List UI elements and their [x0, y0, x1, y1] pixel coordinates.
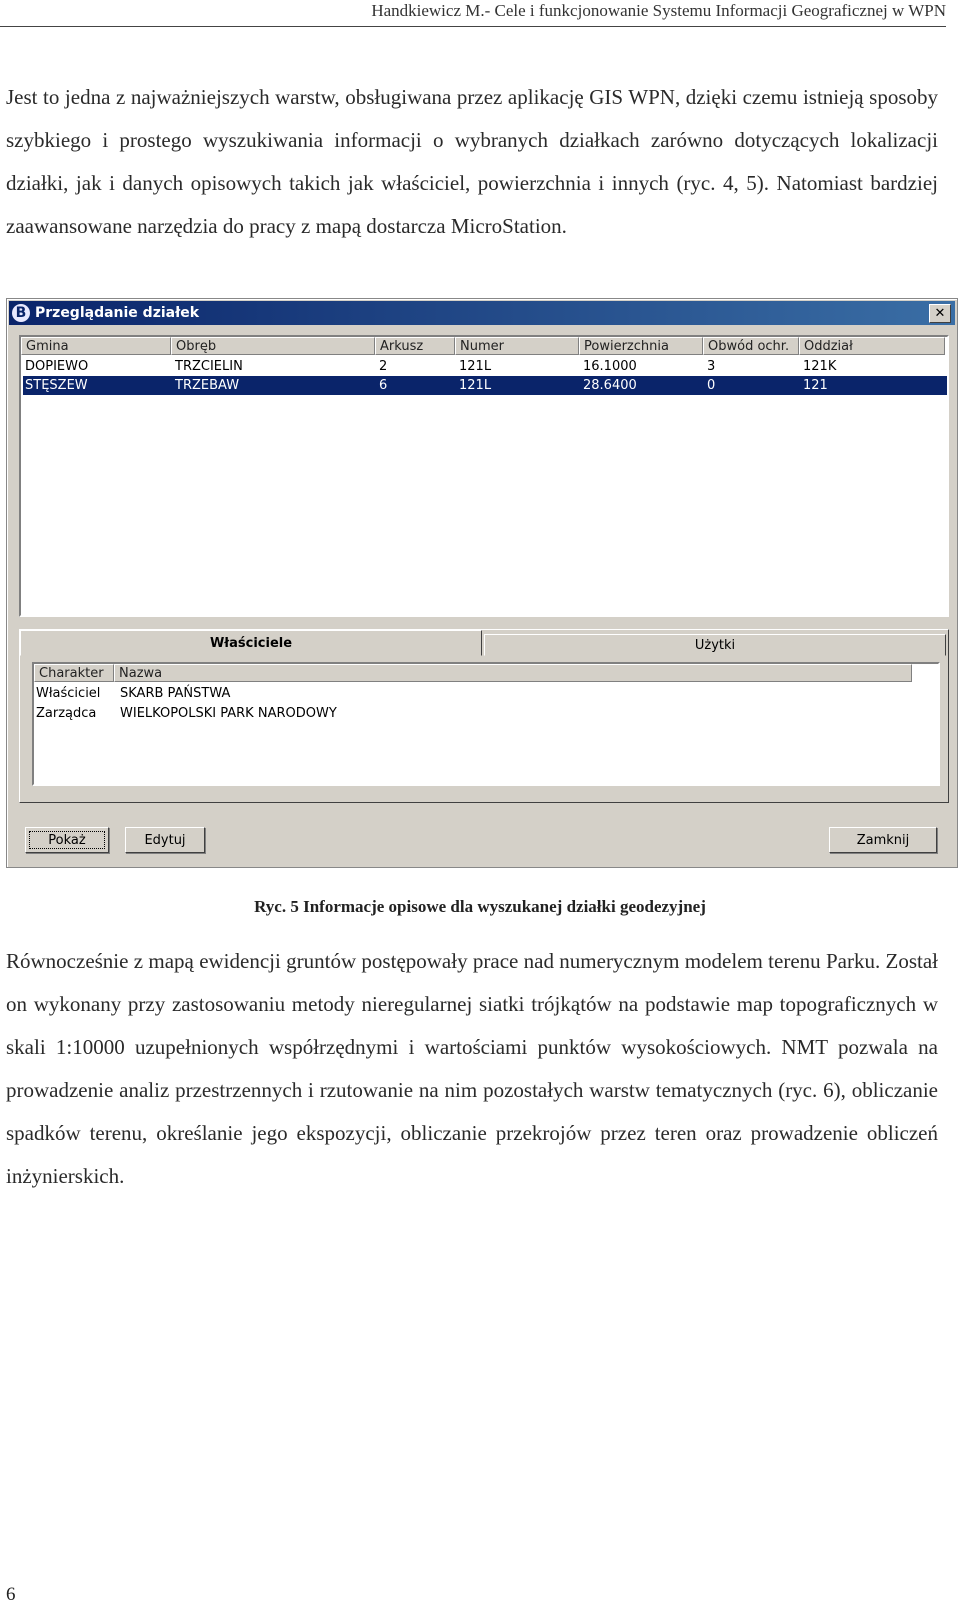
owner-name: SKARB PAŃSTWA [120, 686, 231, 701]
column-header-arkusz[interactable]: Arkusz [375, 337, 455, 355]
figure-caption: Ryc. 5 Informacje opisowe dla wyszukanej działki geodezyjnej [254, 897, 706, 916]
cell-obreb: TRZEBAW [175, 378, 240, 393]
cell-powierzchnia: 28.6400 [583, 378, 637, 393]
cell-arkusz: 6 [379, 378, 388, 393]
show-button[interactable]: Pokaż [25, 827, 109, 853]
dialog-title: Przeglądanie działek [35, 305, 200, 321]
app-icon: B [12, 304, 30, 322]
parcel-table-header [21, 337, 947, 357]
paragraph-dtm: Równocześnie z mapą ewidencji gruntów postępowały prace nad numerycznym modelem terenu Parku. Został on wykonany przy zastosowaniu metody nieregularnej siatki trójkątów na podstawie map topograficznych w skali 1:10000 uzupełnionych współrzędnymi i wartościami punktów wysokościowych. NMT pozwala na prowadzenie analiz przestrzennych i rzutowanie na nim pozostałych warstw tematycznych (ryc. 6), obliczanie spadków terenu, określanie jego ekspozycji, obliczanie przekrojów przez teren oraz prowadzenie obliczeń inżynierskich. [6, 949, 938, 1188]
owner-role: Zarządca [36, 706, 97, 721]
table-row[interactable] [23, 357, 947, 376]
parcel-browser-dialog [6, 298, 958, 868]
column-header-powierzchnia[interactable]: Powierzchnia [579, 337, 703, 355]
cell-obwod: 0 [707, 378, 716, 393]
cell-gmina: DOPIEWO [25, 359, 89, 374]
parcel-table[interactable] [19, 335, 949, 617]
details-tab-panel [19, 629, 949, 803]
list-item[interactable] [36, 684, 938, 704]
tab-owners[interactable]: Właściciele [20, 630, 482, 656]
running-header: Handkiewicz M.- Cele i funkcjonowanie Systemu Informacji Geograficznej w WPN [0, 0, 946, 27]
cell-numer: 121L [459, 378, 492, 393]
cell-oddzial: 121 [803, 378, 828, 393]
cell-gmina: STĘSZEW [25, 378, 88, 393]
edit-button[interactable]: Edytuj [125, 827, 205, 853]
column-header-oddzial[interactable]: Oddział [799, 337, 945, 355]
column-header-charakter[interactable]: Charakter [34, 664, 114, 682]
cell-obreb: TRZCIELIN [175, 359, 243, 374]
owner-role: Właściciel [36, 686, 101, 701]
table-row-selected[interactable] [23, 376, 947, 395]
tab-land-uses[interactable]: Użytki [484, 634, 946, 656]
cell-powierzchnia: 16.1000 [583, 359, 637, 374]
column-header-nazwa[interactable]: Nazwa [114, 664, 912, 682]
cell-oddzial: 121K [803, 359, 837, 374]
list-item[interactable] [36, 704, 938, 724]
owners-list-header [34, 664, 938, 684]
cell-arkusz: 2 [379, 359, 388, 374]
page-number: 6 [6, 1584, 16, 1605]
column-header-numer[interactable]: Numer [455, 337, 579, 355]
cell-obwod: 3 [707, 359, 716, 374]
cell-numer: 121L [459, 359, 492, 374]
owners-list[interactable] [32, 662, 940, 786]
paragraph-intro: Jest to jedna z najważniejszych warstw, obsługiwana przez aplikację GIS WPN, dzięki czemu istnieją sposoby szybkiego i prostego wyszukiwania informacji o wybranych działkach zarówno dotyczących lokalizacji działki, jak i danych opisowych takich jak właściciel, powierzchnia i innych (ryc. 4, 5). Natomiast bardziej zaawansowane narzędzia do pracy z mapą dostarcza MicroStation. [6, 85, 938, 238]
close-button[interactable]: Zamknij [829, 827, 937, 853]
close-icon[interactable]: ✕ [929, 304, 951, 323]
column-header-obreb[interactable]: Obręb [171, 337, 375, 355]
owner-name: WIELKOPOLSKI PARK NARODOWY [120, 706, 337, 721]
dialog-titlebar[interactable] [9, 301, 955, 325]
column-header-gmina[interactable]: Gmina [21, 337, 171, 355]
column-header-obwod[interactable]: Obwód ochr. [703, 337, 799, 355]
